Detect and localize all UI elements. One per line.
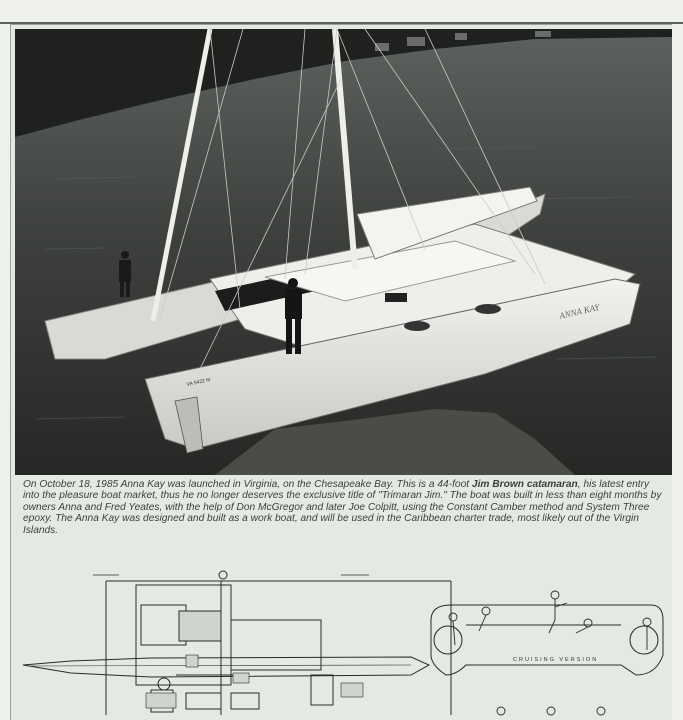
hull-name: ANNA KAY [558, 301, 601, 321]
deck-plan-drawings [11, 565, 672, 720]
catamaran-photo [15, 29, 672, 475]
caption-text-1: On October 18, 1985 Anna Kay was launched in Virginia, on the Chesapeake Bay. This is a 44-foot [23, 479, 472, 490]
hull-registration: VA 5422 M [186, 377, 211, 388]
plan-fixtures [146, 655, 363, 708]
hatch [385, 293, 407, 302]
caption-text-2: , his latest entry into the pleasure boat market, thus he no longer deserves the exclusive title of "Trimaran Jim." The boat was built in less than eight months by owners Anna and Fred Yeates, with the help of Don McGregor and later Joe Colpitt, using the Constant Camber method and System Three epoxy. The Anna Kay was designed and built as a work boat, and will be used in the Caribbean charter trade, most likely out of the Virgin Islands. [23, 479, 662, 536]
photo-caption [23, 479, 663, 536]
porthole [404, 321, 430, 331]
porthole [475, 304, 501, 314]
section-figures [449, 591, 651, 715]
hull-section-view [431, 605, 663, 675]
caption-highlight: Jim Brown catamaran [471, 479, 578, 490]
cruising-version-label: CRUISING VERSION [513, 657, 599, 663]
magazine-page [10, 24, 672, 720]
hull-plan-view [23, 571, 451, 715]
